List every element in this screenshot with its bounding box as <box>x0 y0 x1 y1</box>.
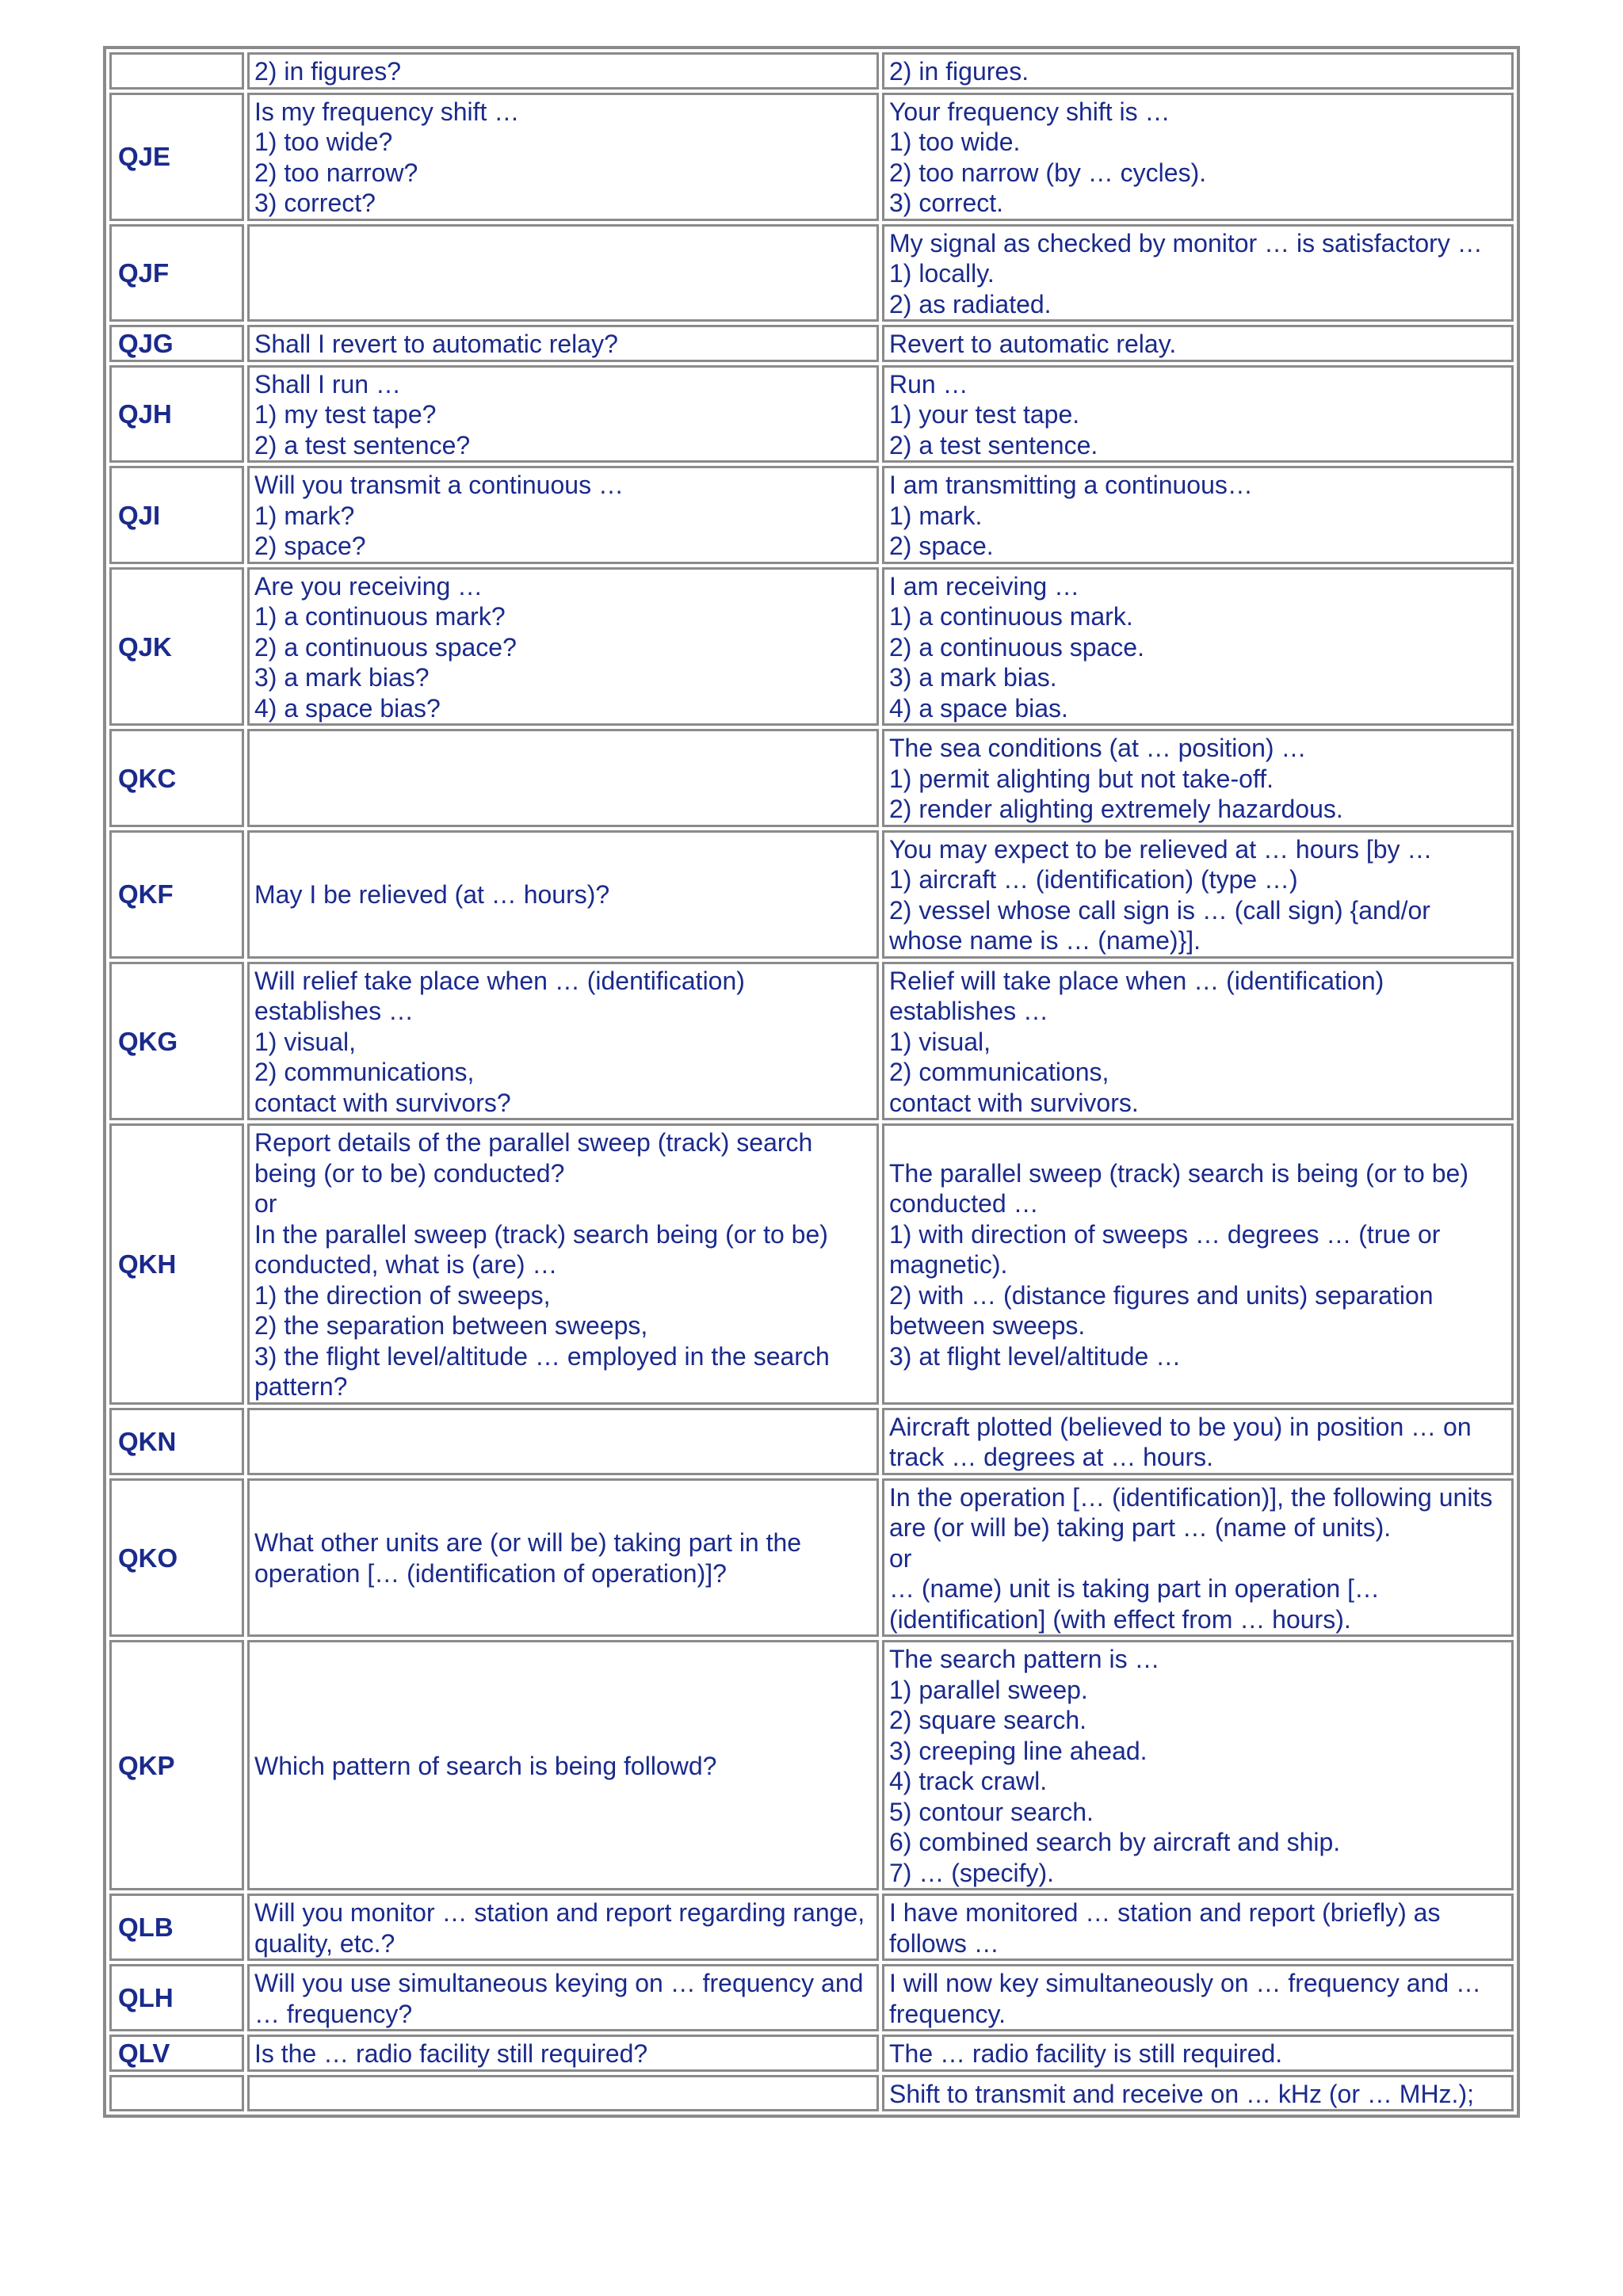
q-code-cell: QKP <box>109 1640 244 1890</box>
question-cell: Shall I revert to automatic relay? <box>247 325 879 362</box>
table-row <box>109 1123 1514 1405</box>
table-row <box>109 1478 1514 1638</box>
question-cell: Will you transmit a continuous … 1) mark? 2) space? <box>247 466 879 564</box>
answer-cell: Revert to automatic relay. <box>882 325 1514 362</box>
table-row <box>109 729 1514 827</box>
question-cell: Will you monitor … station and report regarding range, quality, etc.? <box>247 1894 879 1961</box>
q-code-cell: QJH <box>109 365 244 463</box>
q-code-cell: QKC <box>109 729 244 827</box>
answer-cell: Aircraft plotted (believed to be you) in position … on track … degrees at … hours. <box>882 1408 1514 1475</box>
q-code-cell: QKH <box>109 1123 244 1405</box>
q-code-cell: QJG <box>109 325 244 362</box>
table-row <box>109 1408 1514 1475</box>
table-row <box>109 325 1514 362</box>
answer-cell: I have monitored … station and report (briefly) as follows … <box>882 1894 1514 1961</box>
question-cell: What other units are (or will be) taking part in the operation [… (identification of operation)]? <box>247 1478 879 1638</box>
table-row <box>109 1894 1514 1961</box>
table-row <box>109 93 1514 221</box>
question-cell: Which pattern of search is being followd? <box>247 1640 879 1890</box>
answer-cell: Your frequency shift is … 1) too wide. 2) too narrow (by … cycles). 3) correct. <box>882 93 1514 221</box>
answer-cell: Relief will take place when … (identification) establishes … 1) visual, 2) communications, contact with survivors. <box>882 962 1514 1121</box>
table-row <box>109 224 1514 322</box>
question-cell: 2) in figures? <box>247 52 879 90</box>
question-cell <box>247 224 879 322</box>
answer-cell: I will now key simultaneously on … frequency and … frequency. <box>882 1964 1514 2031</box>
q-code-cell: QKG <box>109 962 244 1121</box>
q-code-cell: QLV <box>109 2035 244 2072</box>
q-code-table <box>103 46 1520 2118</box>
q-code-cell: QJI <box>109 466 244 564</box>
question-cell: Will relief take place when … (identification) establishes … 1) visual, 2) communications, contact with survivors? <box>247 962 879 1121</box>
table-row <box>109 830 1514 959</box>
question-cell: Is the … radio facility still required? <box>247 2035 879 2072</box>
table-row <box>109 2035 1514 2072</box>
answer-cell: I am transmitting a continuous… 1) mark. 2) space. <box>882 466 1514 564</box>
answer-cell: My signal as checked by monitor … is satisfactory … 1) locally. 2) as radiated. <box>882 224 1514 322</box>
answer-cell: You may expect to be relieved at … hours [by … 1) aircraft … (identification) (type …) 2) vessel whose call sign is … (call sign) {and/or whose name is … (name)}]. <box>882 830 1514 959</box>
question-cell: May I be relieved (at … hours)? <box>247 830 879 959</box>
q-code-cell: QJF <box>109 224 244 322</box>
answer-cell: 2) in figures. <box>882 52 1514 90</box>
question-cell: Will you use simultaneous keying on … frequency and … frequency? <box>247 1964 879 2031</box>
table-row <box>109 1964 1514 2031</box>
document-body <box>106 46 1520 2118</box>
question-cell: Shall I run … 1) my test tape? 2) a test sentence? <box>247 365 879 463</box>
q-code-cell: QLH <box>109 1964 244 2031</box>
q-code-cell <box>109 52 244 90</box>
q-code-cell <box>109 2075 244 2112</box>
answer-cell: In the operation [… (identification)], the following units are (or will be) taking part … (name of units). or … (name) unit is taking part in operation [… (identification] (with effect from … hours). <box>882 1478 1514 1638</box>
q-code-cell: QLB <box>109 1894 244 1961</box>
question-cell <box>247 1408 879 1475</box>
q-code-cell: QKN <box>109 1408 244 1475</box>
q-code-cell: QJE <box>109 93 244 221</box>
table-row <box>109 567 1514 727</box>
question-cell: Is my frequency shift … 1) too wide? 2) too narrow? 3) correct? <box>247 93 879 221</box>
table-row <box>109 466 1514 564</box>
question-cell: Report details of the parallel sweep (track) search being (or to be) conducted? or In the parallel sweep (track) search being (or to be) conducted, what is (are) … 1) the direction of sweeps, 2) the separation between sweeps, 3) the flight level/altitude … employed in the search pattern? <box>247 1123 879 1405</box>
q-code-cell: QJK <box>109 567 244 727</box>
answer-cell: The search pattern is … 1) parallel sweep. 2) square search. 3) creeping line ahead. 4) track crawl. 5) contour search. 6) combined search by aircraft and ship. 7) … (specify). <box>882 1640 1514 1890</box>
table-row <box>109 52 1514 90</box>
table-row <box>109 2075 1514 2112</box>
answer-cell: The … radio facility is still required. <box>882 2035 1514 2072</box>
question-cell <box>247 2075 879 2112</box>
table-row <box>109 962 1514 1121</box>
answer-cell: Shift to transmit and receive on … kHz (or … MHz.); <box>882 2075 1514 2112</box>
q-code-cell: QKF <box>109 830 244 959</box>
q-code-table-body <box>109 52 1514 2111</box>
answer-cell: The sea conditions (at … position) … 1) permit alighting but not take-off. 2) render alighting extremely hazardous. <box>882 729 1514 827</box>
answer-cell: Run … 1) your test tape. 2) a test sentence. <box>882 365 1514 463</box>
q-code-cell: QKO <box>109 1478 244 1638</box>
answer-cell: The parallel sweep (track) search is being (or to be) conducted … 1) with direction of sweeps … degrees … (true or magnetic). 2) with … (distance figures and units) separation between sweeps. 3) at flight level/altitude … <box>882 1123 1514 1405</box>
question-cell: Are you receiving … 1) a continuous mark? 2) a continuous space? 3) a mark bias? 4) a space bias? <box>247 567 879 727</box>
table-row <box>109 365 1514 463</box>
answer-cell: I am receiving … 1) a continuous mark. 2) a continuous space. 3) a mark bias. 4) a space bias. <box>882 567 1514 727</box>
question-cell <box>247 729 879 827</box>
table-row <box>109 1640 1514 1890</box>
